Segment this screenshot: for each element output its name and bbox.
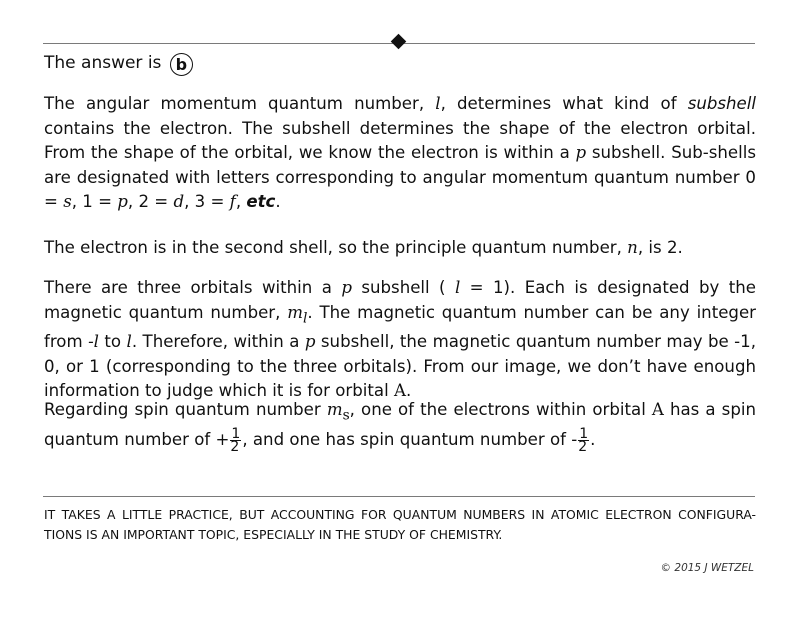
paragraph-principal-quantum: The electron is in the second shell, so the principle quantum number, n, is 2. [44,238,683,257]
answer-letter-badge: b [170,53,193,76]
paragraph-magnetic-quantum: There are three orbitals within a p subshell ( l = 1). Each is designated by the magnetic quantum number, $m_l$. The magnetic quantum number can be any integer from -l to l. Therefore, within a p subshell, the magnetic quantum number may be -1, 0, or 1 (corresponding to the three orbitals). From our image, we don’t have enough information to judge which it is for orbital A. [44,278,756,401]
fraction-one-half: $\frac{1}{2}$ [578,425,589,455]
paragraph-spin-quantum: Regarding spin quantum number $m_s$, one of the electrons within orbital A has a spin quantum number of + $\frac{1}{2}$ , and one has spin quantum number of - $\frac{1}{2}$ . [44,400,756,455]
fraction-one-half: $\frac{1}{2}$ [230,425,241,455]
footer-note: IT TAKES A LITTLE PRACTICE, BUT ACCOUNTING FOR QUANTUM NUMBERS IN ATOMIC ELECTRON CONFIGURA-TIONS IS AN IMPORTANT TOPIC, ESPECIALLY IN THE STUDY OF CHEMISTRY. [44,507,756,542]
paragraph-angular-momentum: The angular momentum quantum number, l, determines what kind of subshell contains the electron. The subshell determines the shape of the electron orbital. From the shape of the orbital, we know the electron is within a p subshell. Sub-shells are designated with letters corresponding to angular momentum quantum number 0 = s, 1 = p, 2 = d, 3 = f, etc. [44,94,756,211]
answer-line [44,51,193,76]
copyright: © 2015 J WETZEL [660,562,754,574]
diamond-ornament-icon [391,34,407,50]
answer-prefix: The answer is [44,53,162,73]
bottom-divider [43,496,755,497]
